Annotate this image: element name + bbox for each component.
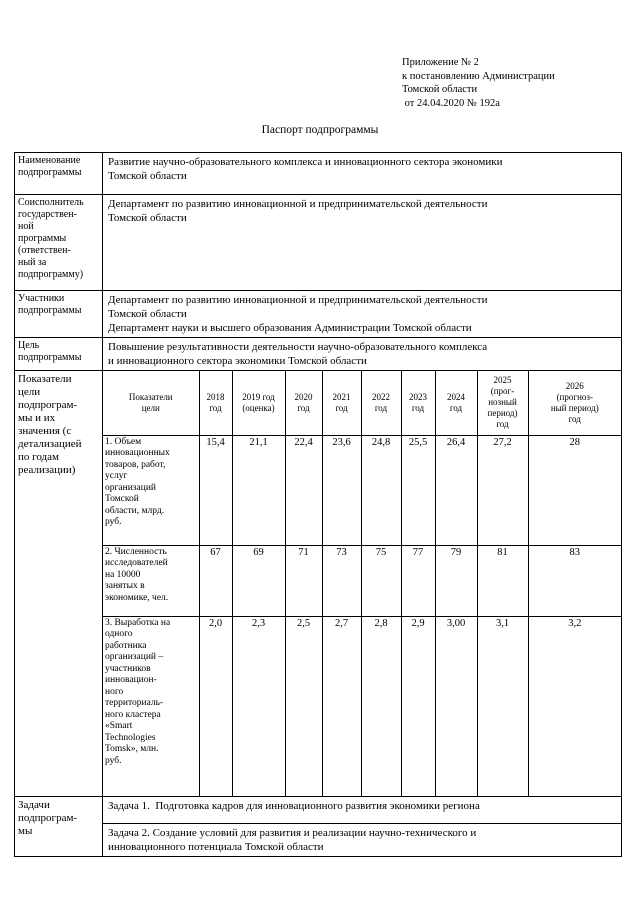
header-line: (прогноз- — [556, 391, 593, 402]
header-year — [528, 371, 621, 435]
value-line: Департамент науки и высшего образования Администрации Томской области — [108, 322, 472, 334]
row-goal — [15, 338, 622, 371]
label-line: подпрограммы — [18, 167, 82, 178]
appendix-line: от 24.04.2020 № 192а — [402, 97, 500, 109]
row-label — [15, 153, 103, 195]
label-line: Участники — [18, 293, 65, 304]
header-line: 2018 — [206, 391, 225, 402]
name-line: работника — [105, 640, 147, 651]
header-line: год — [374, 402, 388, 413]
label-line: государствен- — [18, 209, 77, 220]
indicator-value: 25,5 — [401, 435, 435, 545]
header-year — [477, 371, 528, 435]
label-line: подпрограммы — [18, 352, 82, 363]
indicators-header-row — [103, 371, 621, 435]
indicators-cell — [103, 371, 622, 797]
label-line: Показатели — [18, 373, 72, 385]
indicator-value: 77 — [401, 545, 435, 616]
document-title: Паспорт подпрограммы — [261, 124, 379, 136]
indicator-value: 83 — [528, 545, 621, 616]
label-line: подпрограм- — [18, 399, 78, 411]
header-line: год — [449, 402, 463, 413]
header-line: 2019 год — [242, 391, 275, 402]
name-line: занятых в — [105, 581, 145, 591]
name-line: на 10000 — [105, 569, 141, 580]
indicator-name — [103, 545, 199, 616]
name-line: услуг — [105, 471, 128, 481]
row-value — [103, 195, 622, 291]
indicator-value: 71 — [285, 545, 322, 616]
name-line: организаций — [105, 482, 157, 493]
label-line: Наименование — [18, 155, 81, 166]
name-line: 1. Объем — [105, 436, 142, 447]
value-line: Томской области — [108, 170, 187, 182]
task-item — [103, 797, 621, 823]
indicator-value: 2,8 — [361, 616, 401, 796]
tasks-cell — [103, 797, 622, 857]
label-line: Цель — [18, 340, 40, 351]
label-line: подпрограммы — [18, 305, 82, 316]
indicator-value: 2,3 — [232, 616, 285, 796]
row-indicators — [15, 371, 622, 797]
task-item — [103, 823, 621, 856]
header-year — [232, 371, 285, 435]
header-line: 2026 — [565, 380, 584, 391]
value-line: и инновационного сектора экономики Томской области — [108, 355, 367, 367]
header-line: 2024 — [447, 391, 465, 402]
row-label — [15, 797, 103, 857]
appendix-line: к постановлению Администрации — [402, 70, 555, 82]
indicator-row — [103, 435, 621, 545]
task-line: инновационного потенциала Томской области — [108, 841, 324, 853]
header-year — [199, 371, 232, 435]
indicator-value: 2,5 — [285, 616, 322, 796]
indicator-value: 67 — [199, 545, 232, 616]
label-line: реализации) — [18, 464, 76, 476]
indicator-value: 2,7 — [322, 616, 361, 796]
indicator-value: 79 — [435, 545, 477, 616]
header-year — [361, 371, 401, 435]
appendix-line: Приложение № 2 — [402, 57, 479, 68]
row-label — [15, 371, 103, 797]
header-line: (прог- — [490, 386, 515, 397]
header-line: 2022 — [372, 391, 390, 402]
row-participants — [15, 291, 622, 338]
header-line: год — [335, 402, 348, 413]
name-line: одного — [105, 629, 133, 639]
value-line: Повышение результативности деятельности научно-образовательного комплекса — [108, 341, 488, 353]
label-line: ный за — [18, 257, 47, 268]
header-indicator-name — [103, 371, 199, 435]
task-line: Задача 2. Создание условий для развития и реализации научно-технического и — [108, 827, 477, 839]
task-line: Задача 1. Подготовка кадров для инновационного развития экономики региона — [108, 800, 480, 812]
name-line: инновационных — [105, 448, 170, 458]
label-line: подпрограмму) — [18, 269, 84, 280]
indicator-value: 81 — [477, 545, 528, 616]
row-value — [103, 153, 622, 195]
label-line: (ответствен- — [18, 245, 71, 256]
name-line: 2. Численность — [105, 546, 167, 557]
header-line: год — [411, 402, 425, 413]
indicator-value: 3,2 — [528, 616, 621, 796]
label-line: Задачи — [18, 799, 50, 811]
header-line: год — [568, 413, 581, 424]
header-line: год — [496, 419, 509, 430]
name-line: области, млрд. — [105, 505, 165, 516]
row-coexecutor — [15, 195, 622, 291]
header-year — [285, 371, 322, 435]
header-line: период) — [487, 408, 518, 419]
label-line: цели — [18, 386, 41, 398]
header-line: (оценка) — [242, 402, 275, 413]
indicator-row — [103, 545, 621, 616]
name-line: территориаль- — [105, 698, 164, 708]
header-line: год — [209, 402, 222, 413]
indicator-value: 3,00 — [435, 616, 477, 796]
label-line: мы — [18, 825, 33, 837]
label-line: ной — [18, 221, 34, 232]
indicators-table — [103, 371, 621, 796]
name-line: руб. — [105, 755, 122, 766]
value-line: Развитие научно-образовательного комплекса и инновационного сектора экономики — [108, 156, 503, 168]
name-line: Tomsk», млн. — [105, 744, 159, 754]
label-line: детализацией — [18, 438, 82, 450]
label-line: значения (с — [18, 425, 72, 437]
header-line: год — [297, 402, 310, 413]
row-label — [15, 338, 103, 371]
indicator-name — [103, 435, 199, 545]
header-year — [435, 371, 477, 435]
name-line: товаров, работ, — [105, 459, 166, 470]
name-line: ного кластера — [105, 709, 161, 720]
row-label — [15, 195, 103, 291]
label-line: Соисполнитель — [18, 197, 84, 208]
value-line: Томской области — [108, 308, 187, 320]
appendix-block — [402, 56, 555, 110]
name-line: «Smart — [105, 721, 133, 731]
row-value — [103, 338, 622, 371]
header-line: цели — [141, 402, 160, 413]
header-line: 2025 — [493, 375, 512, 386]
indicator-value: 2,9 — [401, 616, 435, 796]
name-line: Томской — [105, 494, 139, 504]
header-line: Показатели — [128, 391, 173, 402]
indicator-value: 21,1 — [232, 435, 285, 545]
name-line: исследователей — [105, 558, 168, 568]
name-line: Technologies — [105, 732, 156, 743]
label-line: программы — [18, 233, 67, 244]
label-line: по годам — [18, 451, 59, 463]
name-line: 3. Выработка на — [105, 617, 171, 628]
header-line: 2023 — [409, 391, 427, 402]
value-line: Департамент по развитию инновационной и предпринимательской деятельности — [108, 294, 488, 306]
passport-table — [14, 152, 622, 857]
row-value — [103, 291, 622, 338]
indicator-name — [103, 616, 199, 796]
indicator-value: 22,4 — [285, 435, 322, 545]
header-line: ный период) — [550, 402, 599, 413]
indicator-value: 75 — [361, 545, 401, 616]
indicator-value: 24,8 — [361, 435, 401, 545]
name-line: ного — [105, 686, 124, 697]
row-name — [15, 153, 622, 195]
name-line: руб. — [105, 517, 122, 527]
value-line: Департамент по развитию инновационной и предпринимательской деятельности — [108, 198, 488, 210]
label-line: подпрограм- — [18, 812, 78, 824]
indicator-value: 28 — [528, 435, 621, 545]
indicator-value: 2,0 — [199, 616, 232, 796]
indicator-value: 15,4 — [199, 435, 232, 545]
label-line: мы и их — [18, 412, 56, 424]
name-line: организаций – — [105, 652, 164, 662]
indicator-value: 73 — [322, 545, 361, 616]
row-tasks — [15, 797, 622, 857]
header-line: 2020 — [294, 391, 313, 402]
indicator-value: 23,6 — [322, 435, 361, 545]
name-line: участников — [105, 663, 151, 674]
appendix-line: Томской области — [402, 84, 478, 95]
row-label — [15, 291, 103, 338]
indicator-value: 3,1 — [477, 616, 528, 796]
value-line: Томской области — [108, 212, 187, 224]
indicator-value: 27,2 — [477, 435, 528, 545]
header-year — [322, 371, 361, 435]
name-line: экономике, чел. — [105, 592, 169, 603]
header-line: 2021 — [332, 391, 351, 402]
indicator-value: 26,4 — [435, 435, 477, 545]
name-line: инновацион- — [105, 675, 157, 685]
indicator-value: 69 — [232, 545, 285, 616]
header-line: нозный — [488, 397, 517, 408]
indicator-row — [103, 616, 621, 796]
header-year — [401, 371, 435, 435]
